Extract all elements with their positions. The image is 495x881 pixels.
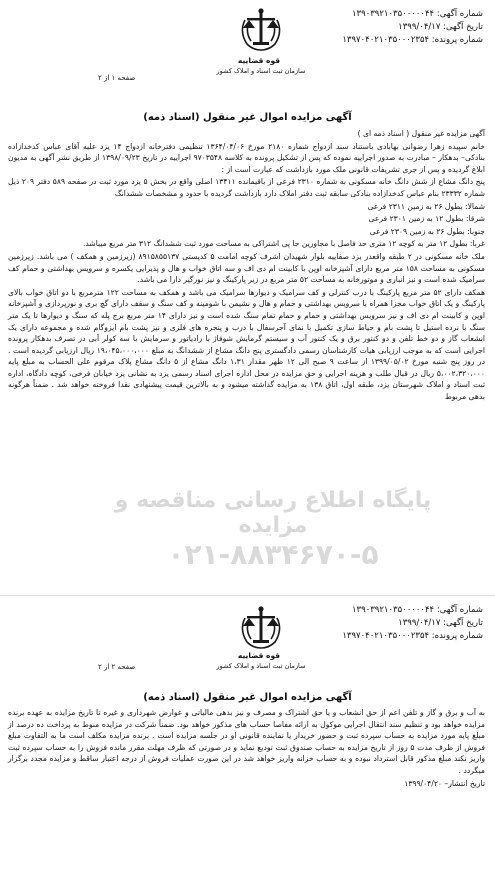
ad-header bbox=[342, 604, 483, 643]
watermark-text: پایگاه اطلاع رسانی مناقصه و مزایده bbox=[114, 488, 432, 538]
boundary-east: شرقا: بطول ۱۲ به زمین ۲۳۰۱ فرعی bbox=[368, 214, 485, 224]
publish-date: تاریخ انتشار– ۱۳۹۹/۰۴/۲۰ bbox=[404, 778, 485, 788]
notice-body bbox=[8, 128, 485, 404]
notice-paragraph: پنج دانگ مشاع از شش دانگ خانه مسکونی به شماره ۲۳۱۰ فرعی از باقیمانده ۱۳۴۱۱ اصلی واقع در بخش ۵ یزد مورد ثبت در صفحه ۵۸۹ دفتر ۲۰۹ ذیل شماره ۲۳۳۳۲ بنام عباس کدخدازاده بنادکی سابقه ثبت دفتر املاک دارد بازداشت گردیده با حدود و مشخصات ششدانگ bbox=[8, 177, 485, 198]
ad-date: تاریخ آگهی: ۱۳۹۹/۰۴/۱۷ bbox=[398, 618, 483, 628]
notice-paragraph: به آب و برق و گاز و تلفن اعم از حق انشعاب و یا حق اشتراک و مصرف و نیز بدهی مالیاتی و عوارض شهرداری و غیره تا تاریخ مزایده به عهده برنده مزایده خواهد بود و تنظیم سند انتقال اجرایی موکول به ارائه مفاصا حساب های مذکور خواهد بود. ضمناً شرکت در مزایده منوط به پرداخت ده درصد از مبلغ پایه مورد مزایده به حساب سپرده ثبت و حضور خریدار یا نماینده قانونی او در جلسه مزایده است . برنده مزایده مکلف است ما به التفاوت مبلغ فروش از ظرف مدت ۵ روز از تاریخ مزایده به حساب صندوق ثبت تودیع نماید و در صورتی که ظرف مهلت مقرر مانده فروش را به حساب سپرده ثبت واریز نکند مبلغ مذکور قابل استرداد نبوده و به حساب خزانه واریز خواهد شد در این صورت عملیات فروش از درجه اعتبار ساقط و مزایده مجدد برگزار میگردد . bbox=[8, 708, 486, 775]
ad-date: تاریخ آگهی: ۱۳۹۹/۰۴/۱۷ bbox=[398, 22, 483, 32]
notice-body bbox=[8, 707, 485, 790]
watermark bbox=[108, 488, 438, 571]
ad-number: شماره آگهی: ۱۳۹۰۳۹۲۱۰۳۵۰۰۰۰۰۴۴ bbox=[351, 605, 483, 615]
page-number: صفحه ۲ از ۲ bbox=[98, 663, 136, 671]
case-number: شماره پرونده: ۱۳۹۷۰۴۰۲۱۰۳۵۰۰۰۲۳۵۴ bbox=[342, 631, 483, 641]
notice-paragraph: خانم سپیده زهرا رضوانی بهابادی باستناد سند ازدواج شماره ۲۱۸۰ مورخ ۱۳۶۴/۰۴/۰۶ تنظیمی دفترخانه ازدواج ۱۴ یزد علیه آقای عباس کدخدازاده بنادکی– بدهکار – مبادرت به صدور اجراییه نموده که پس از تشکیل پرونده به کلاسه ۹۷۰۳۵۴۸ اجراییه در تاریخ ۱۳۹۸/۰۹/۲۳ از طریق نشر آگهی به مدیون ابلاغ گردیده و پس از جری تشریفات قانونی ملک مورد بازداشت که عبارت است از : bbox=[8, 141, 486, 174]
ad-header bbox=[342, 8, 483, 47]
ad-number: شماره آگهی: ۱۳۹۰۳۹۲۱۰۳۵۰۰۰۰۰۴۴ bbox=[351, 9, 483, 19]
org-name-registry: سازمان ثبت اسناد و املاک کشور bbox=[216, 662, 306, 670]
notice-paragraph: همکف دارای ۵۲ متر مربع پارکینگ با درب کنترلی و کف سرامیک و دیوارها سرامیک می باشد و همکف به مساحت ۱۲۲ مترمربع با دو اتاق خواب بالای پارکینگ و یک اتاق خواب مجزا همراه با سرویس بهداشتی و حمام و هال و نشیمن با شومینه و کف سنگ و سقف دارای گچ بری و نورپردازی و آشپزخانه اوپن و کابینت ام دی اف و نیز سرویس بهداشتی و حمام و حمام تمام سنگ شده است و نیز دارای ۱۴ متر مربع برج پله که سنگ و دیوارها تا یک متر سنگ با نرده استیل تا پشت بام و حیاط سازی تکمیل با نمای آجرسفال با درب و پنجره های فلزی و نیز پشت بام ایزوگام شده و مجموعه دارای یک انشعاب گاز و دو خط تلفن و دو کنتور برق و یک کنتور آب و سیستم گرمایش شوفاژ با رادیاتور و سرمایش با سه کولر آبی در تصرف بدهکار پرونده اجرایی است که به موجب ارزیابی هیات کارشناسان رسمی دادگستری پنج دانگ مشاع از ششدانگ به مبلغ ۱۹،۰۴۵،۰۰۰،۰۰۰ ریال ارزیابی گردیده است . در روز پنج شنبه مورخ ۱۳۹۹/۰۵/۰۲ از ساعت ۹ صبح الی ۱۲ ظهر مقدار ۱،۳۱ دانگ مشاع از ۵ دانگ مشاع پلاک مرقوم علی الحساب به مبلغ پایه ۵،۰۰۲،۳۲۰،۰۰۰ ریال در قبال طلب و هزینه اجرایی و حق مزایده در محل اداره اجرای اسناد رسمی یزد به نشانی یزد خیابان فرخی، کوچه دادگاه، اداره ثبت اسناد و املاک شهرستان یزد، طبقه اول، اتاق ۱۳۸ به مزایده گذاشته میشود و به بالاترین قیمت پیشنهادی نقدا فروخته خواهد شد . ضمناً هرگونه بدهی مربوط bbox=[8, 287, 485, 402]
org-name-registry: سازمان ثبت اسناد و املاک کشور bbox=[216, 67, 306, 75]
page-number: صفحه ۱ از ۲ bbox=[98, 74, 136, 82]
notice-title: آگهی مزایده اموال غیر منقول (اسناد ذمه) bbox=[143, 112, 352, 123]
notice-paragraph: آگهی مزایده غیر منقول ( اسناد ذمه ای ) bbox=[357, 129, 485, 138]
boundary-north: شمالا: بطول ۲۶ به زمین ۲۳۱۱ فرعی bbox=[367, 201, 485, 211]
case-number: شماره پرونده: ۱۳۹۷۰۴۰۲۱۰۳۵۰۰۰۲۳۵۴ bbox=[342, 35, 483, 45]
notice-title: آگهی مزایده اموال غیر منقول (اسناد ذمه) bbox=[143, 692, 352, 703]
org-name-judiciary: قوه قضاییه bbox=[237, 56, 281, 65]
org-name-judiciary: قوه قضاییه bbox=[237, 651, 281, 660]
boundary-south: جنوبا: بطول ۲۶ به زمین ۲۳۰۹ فرعی bbox=[369, 226, 485, 236]
judiciary-emblem-icon bbox=[235, 6, 287, 54]
notice-paragraph: ملک خانه مسکونی در ۲ طبقه واقعدر یزد صفاییه بلوار شهیدان اشرف کوچه امامت ۵ کدپستی ۸۹۱۵۸۵۵۱۳۷ (زیرزمین و همکف ) می باشد. زیرزمین مسکونی به مساحت ۱۵۸ متر مربع دارای آشپزخانه اوپن با کابینت ام دی اف و سه اتاق خواب و هال و پذیرایی یکسره و سرویس بهداشتی و حمام کف سرامیک شده است و نیز انباری و موتورخانه به مساحت ۵۲ متر مربع در زیر پارکینگ و نیز نورگیر دارا می باشد. bbox=[8, 251, 485, 285]
document-page-2 bbox=[0, 595, 495, 881]
boundary-west: غربا: بطول ۱۲ متر به کوچه ۱۲ متری حد فاصل با مجاورین جا پی اشتراکی به مساحت مورد ثبت ششدانگ ۳۱۲ متر مربع میباشد. bbox=[82, 239, 485, 249]
watermark-phone: ۰۲۱-۸۸۳۴۶۷۰-۵ bbox=[167, 538, 379, 571]
judiciary-emblem-icon bbox=[235, 604, 287, 652]
